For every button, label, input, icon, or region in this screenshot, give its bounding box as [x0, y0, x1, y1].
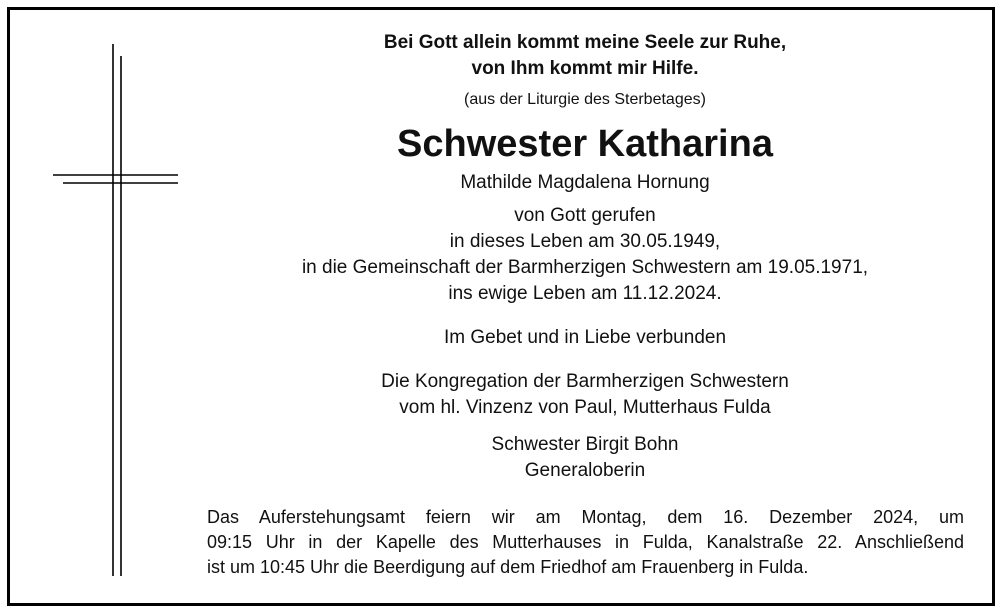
motto-source: [195, 88, 975, 112]
birth-date: in dieses Leben am 30.05.1949,: [449, 231, 721, 252]
deceased-name-text: Schwester Katharina: [397, 123, 773, 165]
prayer-text: Im Gebet und in Liebe verbunden: [443, 327, 727, 348]
prayer-line: [195, 325, 975, 351]
death-date: ins ewige Leben am 11.12.2024.: [448, 283, 722, 304]
congregation: [195, 369, 975, 421]
profession-date: in die Gemeinschaft der Barmherzigen Schwestern am 19.05.1971,: [301, 257, 869, 278]
civil-name-text: Mathilde Magdalena Hornung: [460, 172, 710, 193]
life-dates: [195, 203, 975, 307]
civil-name: [195, 170, 975, 196]
funeral-line-3: ist um 10:45 Uhr die Beerdigung auf dem Friedhof am Frauenberg in Fulda.: [207, 557, 809, 577]
deceased-name: [195, 119, 975, 169]
motto-line-2: von Ihm kommt mir Hilfe.: [471, 58, 699, 79]
motto: [195, 30, 975, 82]
motto-line-1: Bei Gott allein kommt meine Seele zur Ruhe,: [383, 32, 787, 53]
signatory-name: Schwester Birgit Bohn: [491, 434, 679, 455]
congregation-line-2: vom hl. Vinzenz von Paul, Mutterhaus Fulda: [399, 397, 771, 418]
congregation-line-1: Die Kongregation der Barmherzigen Schwestern: [381, 371, 789, 392]
signatory-title: Generaloberin: [524, 460, 646, 481]
motto-source-text: (aus der Liturgie des Sterbetages): [464, 91, 706, 108]
funeral-announcement: [207, 505, 964, 580]
funeral-line-1: Das Auferstehungsamt feiern wir am Montag, dem 16. Dezember 2024, um: [207, 507, 964, 527]
funeral-line-2: 09:15 Uhr in der Kapelle des Mutterhauses in Fulda, Kanalstraße 22. Anschließend: [207, 532, 964, 552]
signatory: [195, 432, 975, 484]
dates-intro: von Gott gerufen: [514, 205, 656, 226]
